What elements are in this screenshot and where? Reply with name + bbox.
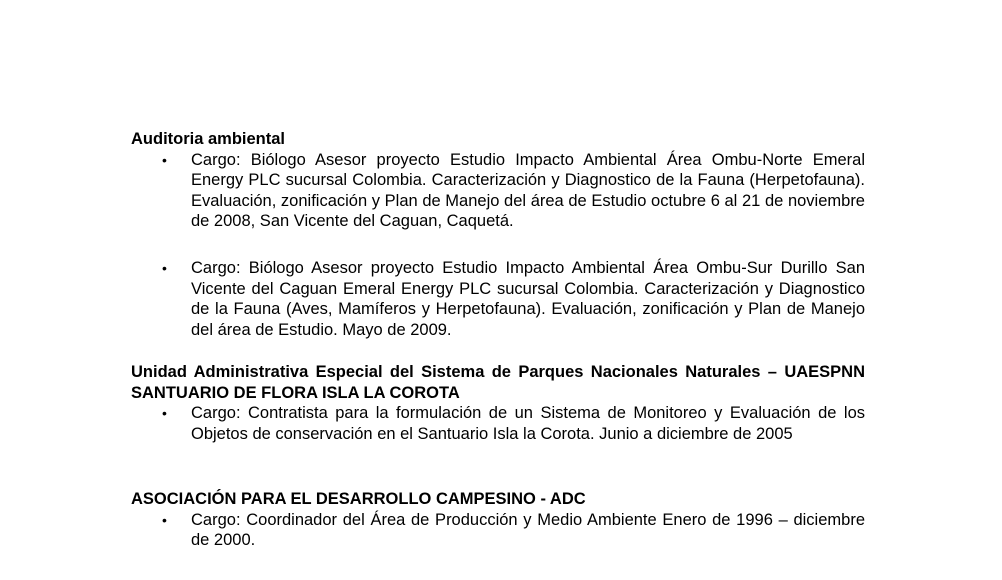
list-item-text: Cargo: Biólogo Asesor proyecto Estudio Impacto Ambiental Área Ombu-Norte Emeral Energy PLC sucursal Colombia. Caracterización y Diagnostico de la Fauna (Herpetofauna). Evaluación, zonificación y Plan de Manejo del área de Estudio octubre 6 al 21 de noviembre de 2008, San Vicente del Caguan, Caquetá. — [191, 150, 865, 231]
list-item — [131, 150, 865, 232]
section-uaespnn — [131, 362, 865, 444]
bullet-icon: • — [162, 511, 167, 528]
list-item-text: Cargo: Coordinador del Área de Producción y Medio Ambiente Enero de 1996 – diciembre de 2000. — [191, 510, 865, 550]
section-adc — [131, 489, 865, 551]
bullet-icon: • — [162, 151, 167, 168]
bullet-icon: • — [162, 260, 167, 276]
list-item-text: Cargo: Contratista para la formulación de un Sistema de Monitoreo y Evaluación de los Objetos de conservación en el Santuario Isla la Corota. Junio a diciembre de 2005 — [191, 404, 865, 443]
section-heading: Unidad Administrativa Especial del Sistema de Parques Nacionales Naturales – UAESPNN SANTUARIO DE FLORA ISLA LA COROTA — [131, 363, 865, 402]
section-heading: Auditoria ambiental — [131, 130, 286, 148]
list-item — [131, 258, 865, 340]
section-auditoria-ambiental-continued — [131, 258, 865, 340]
section-auditoria-ambiental — [131, 129, 865, 232]
list-item-text: Cargo: Biólogo Asesor proyecto Estudio Impacto Ambiental Área Ombu-Sur Durillo San Vicente del Caguan Emeral Energy PLC sucursal Colombia. Caracterización y Diagnostico de la Fauna (Aves, Mamíferos y Herpetofauna). Evaluación, zonificación y Plan de Manejo del área de Estudio. Mayo de 2009. — [191, 259, 865, 339]
list-item — [131, 510, 865, 551]
bullet-icon: • — [162, 405, 167, 422]
list-item — [131, 403, 865, 444]
section-heading: ASOCIACIÓN PARA EL DESARROLLO CAMPESINO - ADC — [131, 490, 586, 508]
